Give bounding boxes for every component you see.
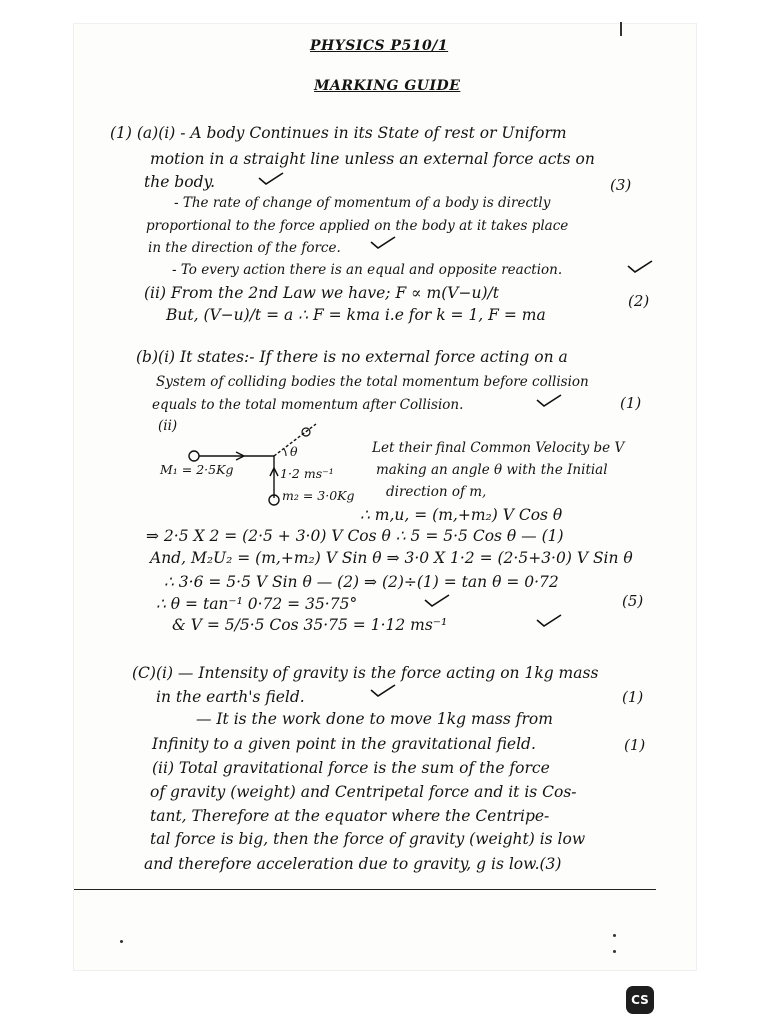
q1c-i-line1: (C)(i) — Intensity of gravity is the force acting on 1kg mass <box>132 664 599 682</box>
q1a-i-mark: (3) <box>610 176 632 194</box>
q1c-ii-line3: tant, Therefore at the equator where the Centripe- <box>150 807 550 825</box>
q1b-note3: direction of m, <box>386 484 487 500</box>
q1c-ii-line4: tal force is big, then the force of gravity (weight) is low <box>150 830 586 848</box>
angle-arc <box>284 449 286 456</box>
q1b-eq3: And, M₂U₂ = (m,+m₂) V Sin θ ⇒ 3·0 X 1·2 = (2·5+3·0) V Sin θ <box>150 549 633 567</box>
speck <box>613 934 616 937</box>
q1b-eq4: ∴ 3·6 = 5·5 V Sin θ — (2) ⇒ (2)÷(1) = tan θ = 0·72 <box>164 573 559 591</box>
q1b-eq6: & V = 5/5·5 Cos 35·75 = 1·12 ms⁻¹ <box>172 616 448 634</box>
q1b-eq5: ∴ θ = tan⁻¹ 0·72 = 35·75° <box>156 595 358 613</box>
q1b-eq1: ∴ m,u, = (m,+m₂) V Cos θ <box>360 506 563 524</box>
q1a-i-line3: the body. <box>144 173 216 191</box>
q1a-i-line2: motion in a straight line unless an external force acts on <box>150 150 595 168</box>
q1c-ii-line5: and therefore acceleration due to gravity, g is low.(3) <box>144 855 562 873</box>
corner-mark <box>620 22 622 36</box>
speck <box>613 950 616 953</box>
page-title: PHYSICS P510/1 <box>310 38 449 54</box>
mass-m1-circle <box>189 451 199 461</box>
diagram-v2-label: 1·2 ms⁻¹ <box>280 466 334 481</box>
q1a-i-line6: in the direction of the force. <box>148 240 341 256</box>
q1c-ii-line1: (ii) Total gravitational force is the sum of the force <box>152 759 550 777</box>
q1a-ii-mark: (2) <box>628 292 650 310</box>
q1c-i-mark2: (1) <box>624 736 646 754</box>
q1b-i-line2: System of colliding bodies the total momentum before collision <box>156 374 589 390</box>
q1b-i-line1: (b)(i) It states:- If there is no external force acting on a <box>136 348 568 366</box>
tick-mark <box>627 260 653 272</box>
diagram-theta-label: θ <box>290 444 298 459</box>
q1b-i-mark: (1) <box>620 394 642 412</box>
tick-mark <box>370 684 396 696</box>
camscanner-logo-icon: CS <box>626 986 654 1014</box>
speck <box>120 940 123 943</box>
q1c-i-mark1: (1) <box>622 688 644 706</box>
q1c-ii-line2: of gravity (weight) and Centripetal force and it is Cos- <box>150 783 577 801</box>
tick-mark <box>536 614 562 626</box>
tick-mark <box>424 594 450 606</box>
q1a-i-line4: - The rate of change of momentum of a body is directly <box>174 195 551 211</box>
tick-mark <box>370 236 396 248</box>
q1c-i-line3: — It is the work done to move 1kg mass from <box>196 710 553 728</box>
tick-mark <box>258 172 284 184</box>
diagram-m1-label: M₁ = 2·5Kg <box>160 462 234 477</box>
q1c-i-line4: Infinity to a given point in the gravitational field. <box>152 735 536 753</box>
q1a-ii-line1: (ii) From the 2nd Law we have; F ∝ m(V−u)/t <box>144 284 499 302</box>
q1b-note1: Let their final Common Velocity be V <box>372 440 625 456</box>
q1b-ii-label: (ii) <box>158 418 178 434</box>
q1b-note2: making an angle θ with the Initial <box>376 462 608 478</box>
combined-mass-circle <box>302 428 310 436</box>
page-subtitle: MARKING GUIDE <box>314 78 461 94</box>
q1a-i-line7: - To every action there is an equal and opposite reaction. <box>172 262 563 278</box>
q1a-ii-line2: But, (V−u)/t = a ∴ F = kma i.e for k = 1, F = ma <box>166 306 546 324</box>
bottom-divider <box>74 889 656 890</box>
q1b-eq5-mark: (5) <box>622 592 644 610</box>
tick-mark <box>536 394 562 406</box>
q1a-i-line5: proportional to the force applied on the body at it takes place <box>146 218 569 234</box>
q1c-i-line2: in the earth's field. <box>156 688 305 706</box>
q1b-eq2: ⇒ 2·5 X 2 = (2·5 + 3·0) V Cos θ ∴ 5 = 5·5 Cos θ — (1) <box>146 527 564 545</box>
diagram-m2-label: m₂ = 3·0Kg <box>282 488 355 503</box>
q1a-i-line1: (1) (a)(i) - A body Continues in its State of rest or Uniform <box>110 124 567 142</box>
q1b-i-line3: equals to the total momentum after Collision. <box>152 397 464 413</box>
